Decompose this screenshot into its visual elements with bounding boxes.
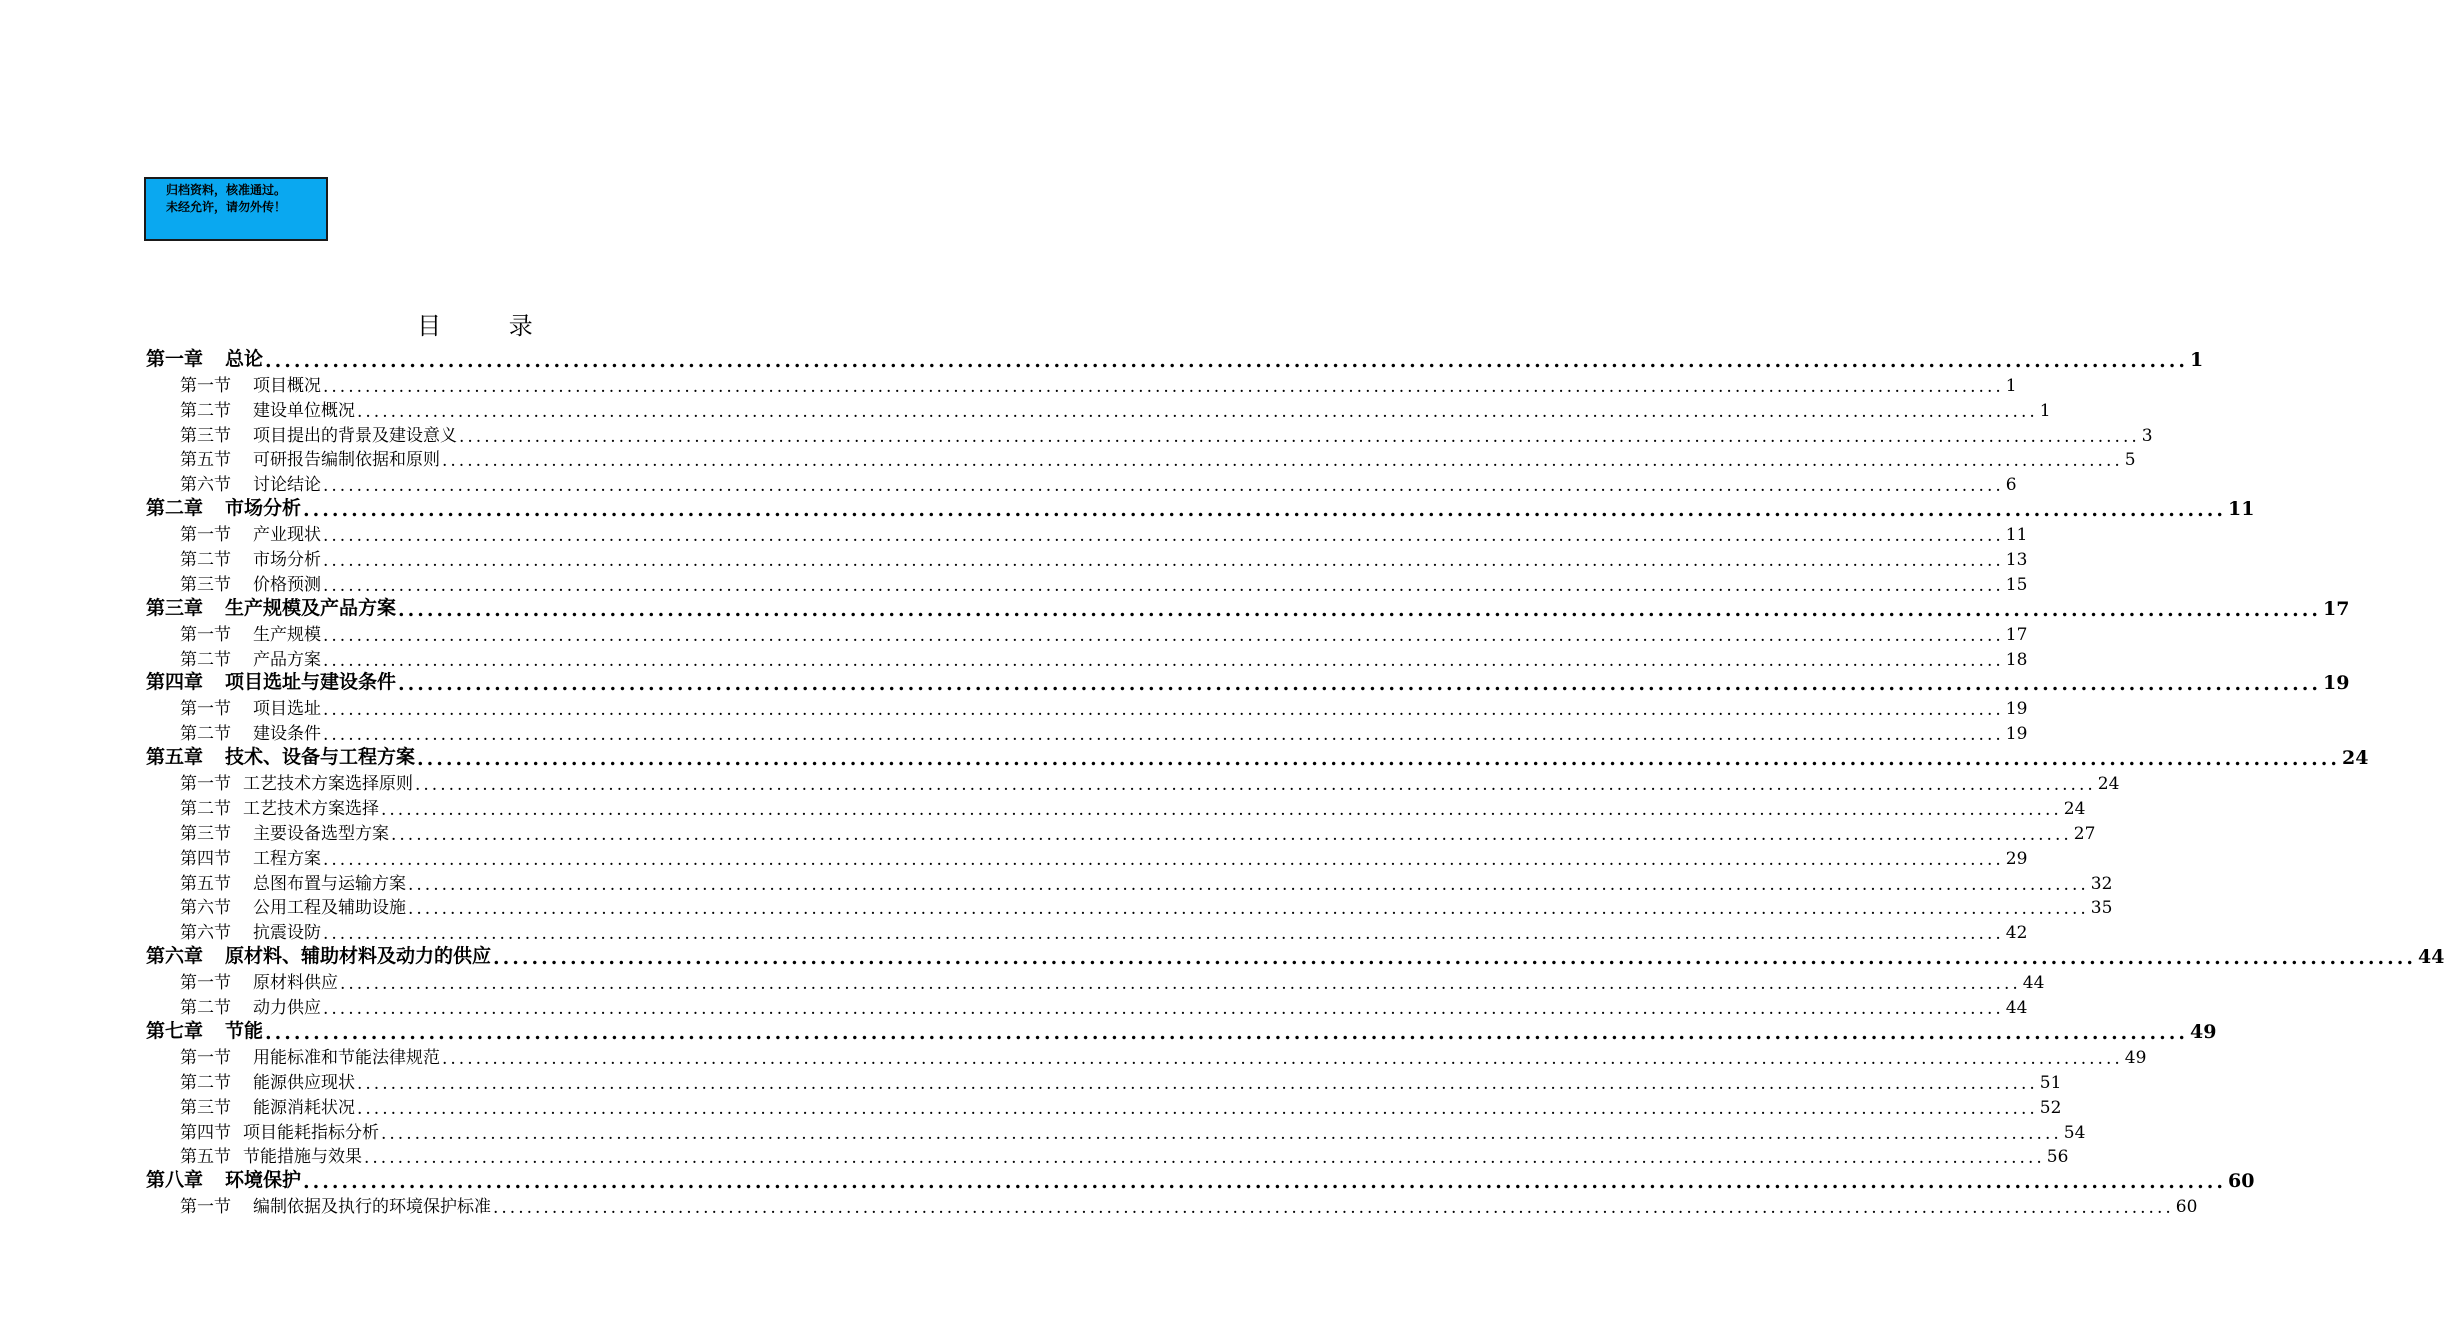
toc-page-number: 3	[2141, 425, 2153, 446]
toc-entry-number: 第二章	[146, 497, 204, 520]
stamp-line-2: 未经允许，请勿外传！	[166, 200, 287, 214]
toc-entry-number: 第三节	[180, 425, 231, 446]
toc-entry-number: 第四节	[180, 848, 231, 869]
toc-entry-label	[180, 520, 321, 545]
toc-entry-number: 第一节	[180, 375, 231, 396]
toc-entry-title: 能源消耗状况	[253, 1097, 355, 1118]
toc-chapter-entry[interactable]	[146, 943, 2444, 970]
toc-dot-leader: ........................................................................................................................................................................................................	[357, 1073, 2038, 1094]
toc-entry-title: 总论	[225, 347, 264, 370]
toc-entry-label	[180, 1118, 379, 1143]
toc-section-entry[interactable]	[146, 894, 2113, 920]
toc-entry-label	[180, 421, 457, 446]
toc-dot-leader: ........................................................................................................................................................................................................	[391, 824, 2072, 845]
toc-entry-number: 第二节	[180, 1072, 231, 1093]
toc-page-number: 49	[2189, 1020, 2217, 1043]
table-of-contents	[146, 346, 2444, 1219]
toc-section-entry[interactable]	[146, 993, 2028, 1020]
toc-entry-label	[180, 918, 321, 943]
toc-entry-label	[180, 620, 321, 645]
toc-dot-leader: ........................................................................................................................................................................................................	[398, 673, 2321, 696]
toc-entry-title: 工艺技术方案选择	[243, 798, 379, 819]
stamp-line-1: 归档资料，核准通过。	[166, 183, 287, 197]
toc-section-entry[interactable]	[146, 1068, 2062, 1094]
toc-dot-leader: ........................................................................................................................................................................................................	[459, 426, 2140, 447]
toc-entry-number: 第六节	[180, 475, 231, 496]
toc-entry-label	[180, 869, 406, 894]
toc-page-number: 44	[2022, 973, 2045, 994]
toc-dot-leader: ........................................................................................................................................................................................................	[323, 376, 2004, 397]
toc-entry-title: 讨论结论	[253, 475, 321, 496]
toc-entry-number: 第二节	[180, 724, 231, 745]
toc-section-entry[interactable]	[146, 520, 2028, 547]
toc-entry-label	[180, 1043, 440, 1068]
toc-dot-leader: ........................................................................................................................................................................................................	[364, 1148, 2045, 1169]
toc-entry-number: 第七章	[146, 1019, 204, 1042]
toc-entry-number: 第二节	[180, 400, 231, 421]
toc-chapter-entry[interactable]	[146, 1167, 2255, 1194]
toc-dot-leader: ........................................................................................................................................................................................................	[323, 725, 2004, 746]
toc-dot-leader: ........................................................................................................................................................................................................	[340, 974, 2021, 995]
toc-page-number: 42	[2005, 923, 2028, 944]
toc-page-number: 44	[2417, 946, 2444, 969]
toc-section-entry[interactable]	[146, 1192, 2198, 1219]
toc-page-number: 24	[2097, 774, 2120, 795]
toc-section-entry[interactable]	[146, 396, 2051, 422]
toc-entry-label	[180, 645, 321, 670]
toc-dot-leader: ........................................................................................................................................................................................................	[265, 1021, 2188, 1044]
toc-page-number: 60	[2175, 1197, 2198, 1218]
toc-section-entry[interactable]	[146, 620, 2028, 646]
toc-dot-leader: ........................................................................................................................................................................................................	[357, 1098, 2038, 1119]
toc-entry-title: 动力供应	[253, 998, 321, 1019]
toc-section-entry[interactable]	[146, 968, 2045, 995]
toc-chapter-entry[interactable]	[146, 595, 2350, 621]
toc-dot-leader: ........................................................................................................................................................................................................	[323, 476, 2004, 497]
toc-dot-leader: ........................................................................................................................................................................................................	[415, 775, 2096, 796]
toc-entry-label	[146, 1016, 263, 1043]
toc-entry-number: 第二节	[180, 798, 231, 819]
toc-page-number: 1	[2189, 348, 2204, 371]
toc-section-entry[interactable]	[146, 470, 2017, 497]
toc-entry-title: 项目选址	[253, 699, 321, 720]
toc-entry-label	[180, 968, 338, 993]
toc-entry-number: 第六章	[146, 945, 204, 968]
toc-entry-title: 项目提出的背景及建设意义	[253, 425, 457, 446]
toc-dot-leader: ........................................................................................................................................................................................................	[303, 1171, 2226, 1194]
toc-entry-title: 原材料供应	[253, 973, 338, 994]
toc-entry-title: 生产规模	[253, 624, 321, 645]
toc-dot-leader: ........................................................................................................................................................................................................	[442, 451, 2123, 472]
toc-dot-leader: ........................................................................................................................................................................................................	[493, 947, 2416, 970]
toc-entry-label	[146, 667, 396, 694]
toc-dot-leader: ........................................................................................................................................................................................................	[357, 401, 2038, 422]
toc-page-number: 32	[2090, 873, 2113, 894]
toc-dot-leader: ........................................................................................................................................................................................................	[323, 849, 2004, 870]
toc-page-number: 19	[2005, 724, 2028, 745]
toc-section-entry[interactable]	[146, 1043, 2147, 1069]
toc-title: 目 录	[417, 312, 563, 340]
toc-entry-label	[180, 719, 321, 744]
toc-page-number: 18	[2005, 649, 2028, 670]
toc-dot-leader: ........................................................................................................................................................................................................	[408, 899, 2089, 920]
toc-dot-leader: ........................................................................................................................................................................................................	[417, 748, 2340, 771]
toc-entry-number: 第三节	[180, 823, 231, 844]
toc-entry-label	[180, 445, 440, 470]
toc-dot-leader: ........................................................................................................................................................................................................	[408, 874, 2089, 895]
toc-dot-leader: ........................................................................................................................................................................................................	[493, 1198, 2174, 1219]
toc-section-entry[interactable]	[146, 844, 2028, 870]
toc-entry-title: 节能措施与效果	[243, 1147, 362, 1168]
toc-entry-label	[180, 819, 389, 844]
toc-entry-number: 第二节	[180, 998, 231, 1019]
toc-page-number: 56	[2046, 1147, 2069, 1168]
toc-entry-number: 第五节	[180, 1147, 231, 1168]
toc-dot-leader: ........................................................................................................................................................................................................	[323, 526, 2004, 547]
toc-entry-title: 价格预测	[253, 574, 321, 595]
toc-dot-leader: ........................................................................................................................................................................................................	[323, 700, 2004, 721]
toc-section-entry[interactable]	[146, 1143, 2069, 1169]
toc-page-number: 19	[2005, 699, 2028, 720]
toc-entry-number: 第一节	[180, 1047, 231, 1068]
toc-entry-title: 用能标准和节能法律规范	[253, 1047, 440, 1068]
toc-entry-title: 项目能耗指标分析	[243, 1122, 379, 1143]
toc-chapter-entry[interactable]	[146, 346, 2204, 372]
toc-section-entry[interactable]	[146, 1118, 2086, 1144]
toc-page-number: 52	[2039, 1097, 2062, 1118]
toc-chapter-entry[interactable]	[146, 1018, 2217, 1044]
toc-entry-title: 可研报告编制依据和原则	[253, 450, 440, 471]
toc-entry-label	[180, 844, 321, 869]
toc-entry-number: 第五节	[180, 873, 231, 894]
toc-section-entry[interactable]	[146, 918, 2028, 945]
toc-entry-title: 市场分析	[225, 497, 302, 520]
toc-entry-label	[146, 593, 396, 620]
toc-section-entry[interactable]	[146, 446, 2136, 472]
toc-entry-label	[180, 396, 355, 421]
toc-entry-number: 第一节	[180, 525, 231, 546]
toc-entry-label	[180, 470, 321, 495]
toc-dot-leader: ........................................................................................................................................................................................................	[303, 499, 2226, 522]
toc-entry-title: 能源供应现状	[253, 1072, 355, 1093]
toc-entry-title: 原材料、辅助材料及动力的供应	[225, 945, 492, 968]
toc-entry-label	[180, 769, 413, 794]
toc-entry-label	[180, 1192, 491, 1217]
toc-entry-title: 产业现状	[253, 525, 321, 546]
toc-entry-title: 公用工程及辅助设施	[253, 898, 406, 919]
toc-page-number: 5	[2124, 450, 2136, 471]
toc-page-number: 27	[2073, 823, 2096, 844]
toc-entry-number: 第五节	[180, 450, 231, 471]
toc-entry-title: 主要设备选型方案	[253, 823, 389, 844]
toc-entry-title: 项目概况	[253, 375, 321, 396]
toc-entry-label	[180, 993, 321, 1018]
toc-entry-label	[146, 493, 301, 520]
toc-entry-number: 第二节	[180, 550, 231, 571]
toc-section-entry[interactable]	[146, 1093, 2062, 1119]
toc-page-number: 6	[2005, 475, 2017, 496]
toc-dot-leader: ........................................................................................................................................................................................................	[381, 799, 2062, 820]
toc-entry-number: 第六节	[180, 898, 231, 919]
toc-entry-label	[180, 371, 321, 396]
toc-entry-label	[146, 742, 415, 769]
toc-page-number: 13	[2005, 550, 2028, 571]
toc-entry-number: 第一节	[180, 973, 231, 994]
toc-entry-label	[180, 694, 321, 719]
toc-entry-label	[146, 941, 491, 968]
toc-section-entry[interactable]	[146, 545, 2028, 572]
toc-page-number: 15	[2005, 574, 2028, 595]
toc-entry-label	[146, 1165, 301, 1192]
toc-section-entry[interactable]	[146, 570, 2028, 596]
toc-entry-title: 节能	[225, 1019, 264, 1042]
toc-entry-number: 第八章	[146, 1169, 204, 1192]
toc-entry-number: 第三章	[146, 596, 204, 619]
toc-entry-number: 第四章	[146, 671, 204, 694]
toc-dot-leader: ........................................................................................................................................................................................................	[381, 1123, 2062, 1144]
toc-page-number: 49	[2124, 1047, 2147, 1068]
toc-entry-number: 第三节	[180, 1097, 231, 1118]
toc-dot-leader: ........................................................................................................................................................................................................	[323, 650, 2004, 671]
toc-entry-label	[180, 1093, 355, 1118]
toc-dot-leader: ........................................................................................................................................................................................................	[442, 1048, 2123, 1069]
toc-page-number: 1	[2039, 400, 2051, 421]
toc-dot-leader: ........................................................................................................................................................................................................	[265, 349, 2188, 372]
toc-entry-title: 工程方案	[253, 848, 321, 869]
toc-chapter-entry[interactable]	[146, 670, 2350, 696]
archive-stamp	[144, 177, 328, 241]
toc-entry-title: 工艺技术方案选择原则	[243, 774, 413, 795]
toc-entry-number: 第一节	[180, 1197, 231, 1218]
toc-entry-number: 第五章	[146, 746, 204, 769]
toc-entry-title: 项目选址与建设条件	[225, 671, 397, 694]
toc-entry-label	[180, 1068, 355, 1093]
toc-entry-label	[180, 1142, 362, 1167]
toc-page-number: 19	[2322, 672, 2350, 695]
toc-entry-label	[146, 344, 263, 371]
toc-page-number: 44	[2005, 998, 2028, 1019]
toc-section-entry[interactable]	[146, 794, 2086, 820]
toc-dot-leader: ........................................................................................................................................................................................................	[323, 924, 2004, 945]
toc-page-number: 29	[2005, 848, 2028, 869]
toc-entry-number: 第一节	[180, 774, 231, 795]
toc-section-entry[interactable]	[146, 371, 2017, 397]
toc-section-entry[interactable]	[146, 869, 2113, 895]
toc-entry-label	[180, 570, 321, 595]
toc-entry-number: 第四节	[180, 1122, 231, 1143]
toc-page-number: 1	[2005, 375, 2017, 396]
toc-entry-title: 抗震设防	[253, 923, 321, 944]
toc-dot-leader: ........................................................................................................................................................................................................	[323, 575, 2004, 596]
toc-page-number: 24	[2341, 747, 2369, 770]
toc-entry-title: 建设条件	[253, 724, 321, 745]
toc-entry-title: 生产规模及产品方案	[225, 596, 397, 619]
toc-entry-number: 第一节	[180, 699, 231, 720]
toc-chapter-entry[interactable]	[146, 495, 2255, 522]
toc-page-number: 51	[2039, 1072, 2062, 1093]
toc-dot-leader: ........................................................................................................................................................................................................	[323, 999, 2004, 1020]
toc-page-number: 60	[2227, 1170, 2255, 1193]
toc-entry-title: 建设单位概况	[253, 400, 355, 421]
toc-chapter-entry[interactable]	[146, 744, 2369, 771]
toc-entry-number: 第一节	[180, 624, 231, 645]
toc-page-number: 54	[2063, 1122, 2086, 1143]
toc-entry-title: 产品方案	[253, 649, 321, 670]
toc-page-number: 17	[2322, 597, 2350, 620]
toc-entry-title: 编制依据及执行的环境保护标准	[253, 1197, 491, 1218]
toc-dot-leader: ........................................................................................................................................................................................................	[398, 598, 2321, 621]
toc-section-entry[interactable]	[146, 694, 2028, 721]
toc-section-entry[interactable]	[146, 645, 2028, 671]
toc-entry-title: 市场分析	[253, 550, 321, 571]
toc-page-number: 24	[2063, 798, 2086, 819]
toc-entry-label	[180, 794, 379, 819]
toc-dot-leader: ........................................................................................................................................................................................................	[323, 551, 2004, 572]
toc-entry-label	[180, 545, 321, 570]
toc-dot-leader: ........................................................................................................................................................................................................	[323, 625, 2004, 646]
toc-entry-number: 第二节	[180, 649, 231, 670]
toc-entry-number: 第六节	[180, 923, 231, 944]
toc-page-number: 11	[2227, 498, 2255, 521]
toc-entry-number: 第三节	[180, 574, 231, 595]
toc-section-entry[interactable]	[146, 819, 2096, 845]
toc-section-entry[interactable]	[146, 769, 2120, 796]
toc-section-entry[interactable]	[146, 421, 2153, 447]
toc-page-number: 11	[2005, 525, 2028, 546]
toc-entry-number: 第一章	[146, 347, 204, 370]
toc-page-number: 17	[2005, 624, 2028, 645]
toc-entry-label	[180, 893, 406, 918]
toc-entry-title: 总图布置与运输方案	[253, 873, 406, 894]
toc-section-entry[interactable]	[146, 719, 2028, 746]
toc-entry-title: 环境保护	[225, 1169, 302, 1192]
toc-entry-title: 技术、设备与工程方案	[225, 746, 416, 769]
toc-page-number: 35	[2090, 898, 2113, 919]
